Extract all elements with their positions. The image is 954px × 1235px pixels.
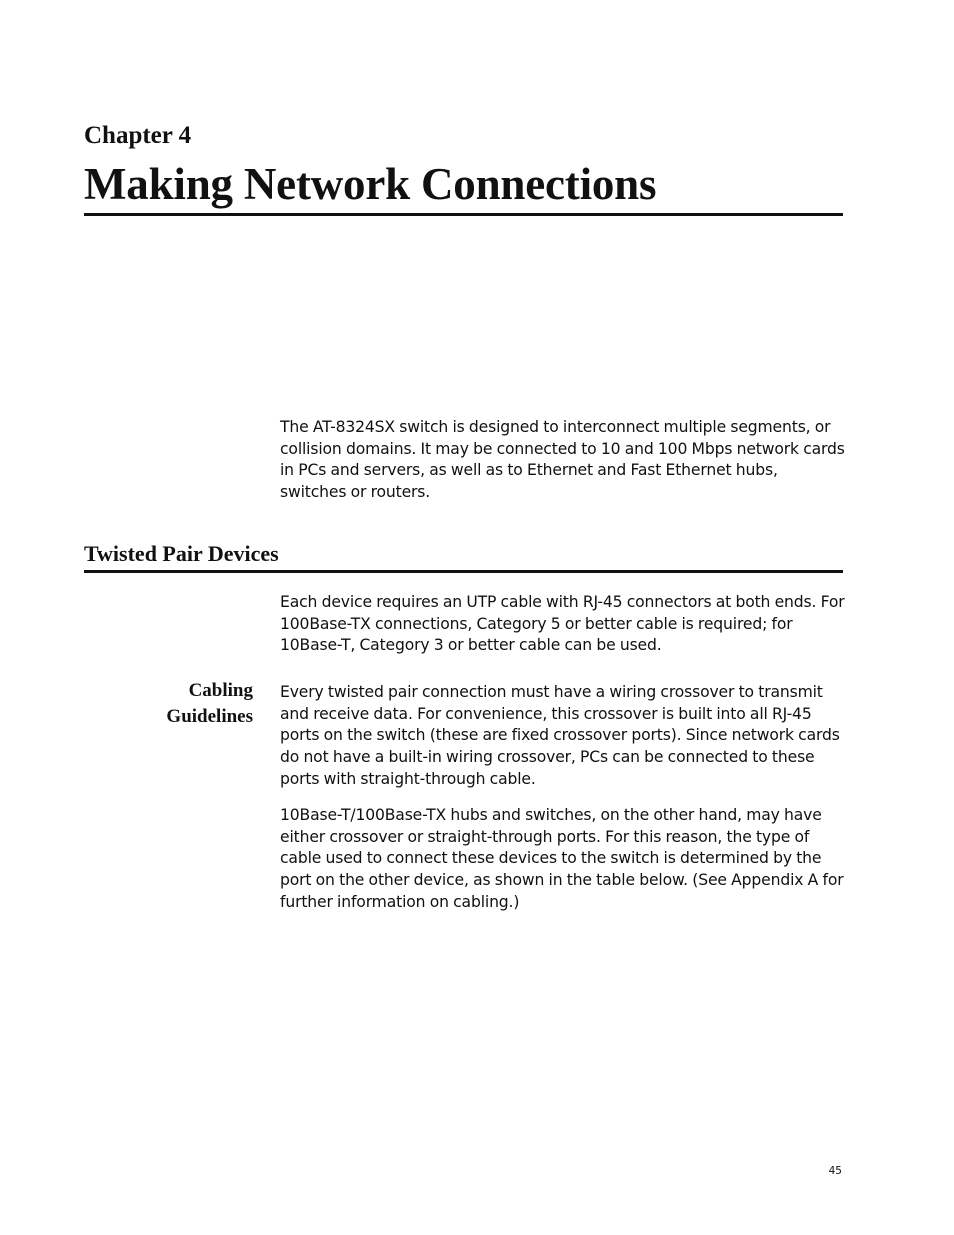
cabling-paragraph-1: Every twisted pair connection must have a wiring crossover to transmit and receive data. For convenience, this crossover is built into all RJ-45 ports on the switch (these are fixed crossover ports). Since network cards do not have a built-in wiring crossover, PCs can be connected to these ports with straight-through cable. <box>280 683 840 788</box>
side-heading-line-1: Cabling <box>188 680 253 701</box>
chapter-title-rule <box>84 213 843 216</box>
section-heading-twisted-pair: Twisted Pair Devices <box>84 541 279 566</box>
side-heading-cabling-guidelines <box>100 678 253 730</box>
chapter-title: Making Network Connections <box>84 159 657 209</box>
chapter-label: Chapter 4 <box>84 122 192 149</box>
cabling-paragraph-2: 10Base-T/100Base-TX hubs and switches, on the other hand, may have either crossover or straight-through ports. For this reason, the type of cable used to connect these devices to the switch is determined by the port on the other device, as shown in the table below. (See Appendix A for further information on cabling.) <box>280 806 844 911</box>
side-heading-line-2: Guidelines <box>166 706 253 727</box>
page-number: 45 <box>828 1165 842 1177</box>
twisted-pair-paragraph: Each device requires an UTP cable with RJ-45 connectors at both ends. For 100Base-TX connections, Category 5 or better cable is required; for 10Base-T, Category 3 or better cable can be used. <box>280 593 845 655</box>
intro-paragraph: The AT-8324SX switch is designed to interconnect multiple segments, or collision domains. It may be connected to 10 and 100 Mbps network cards in PCs and servers, as well as to Ethernet and Fast Ethernet hubs, switches or routers. <box>280 418 845 502</box>
section-heading-rule <box>84 570 843 573</box>
